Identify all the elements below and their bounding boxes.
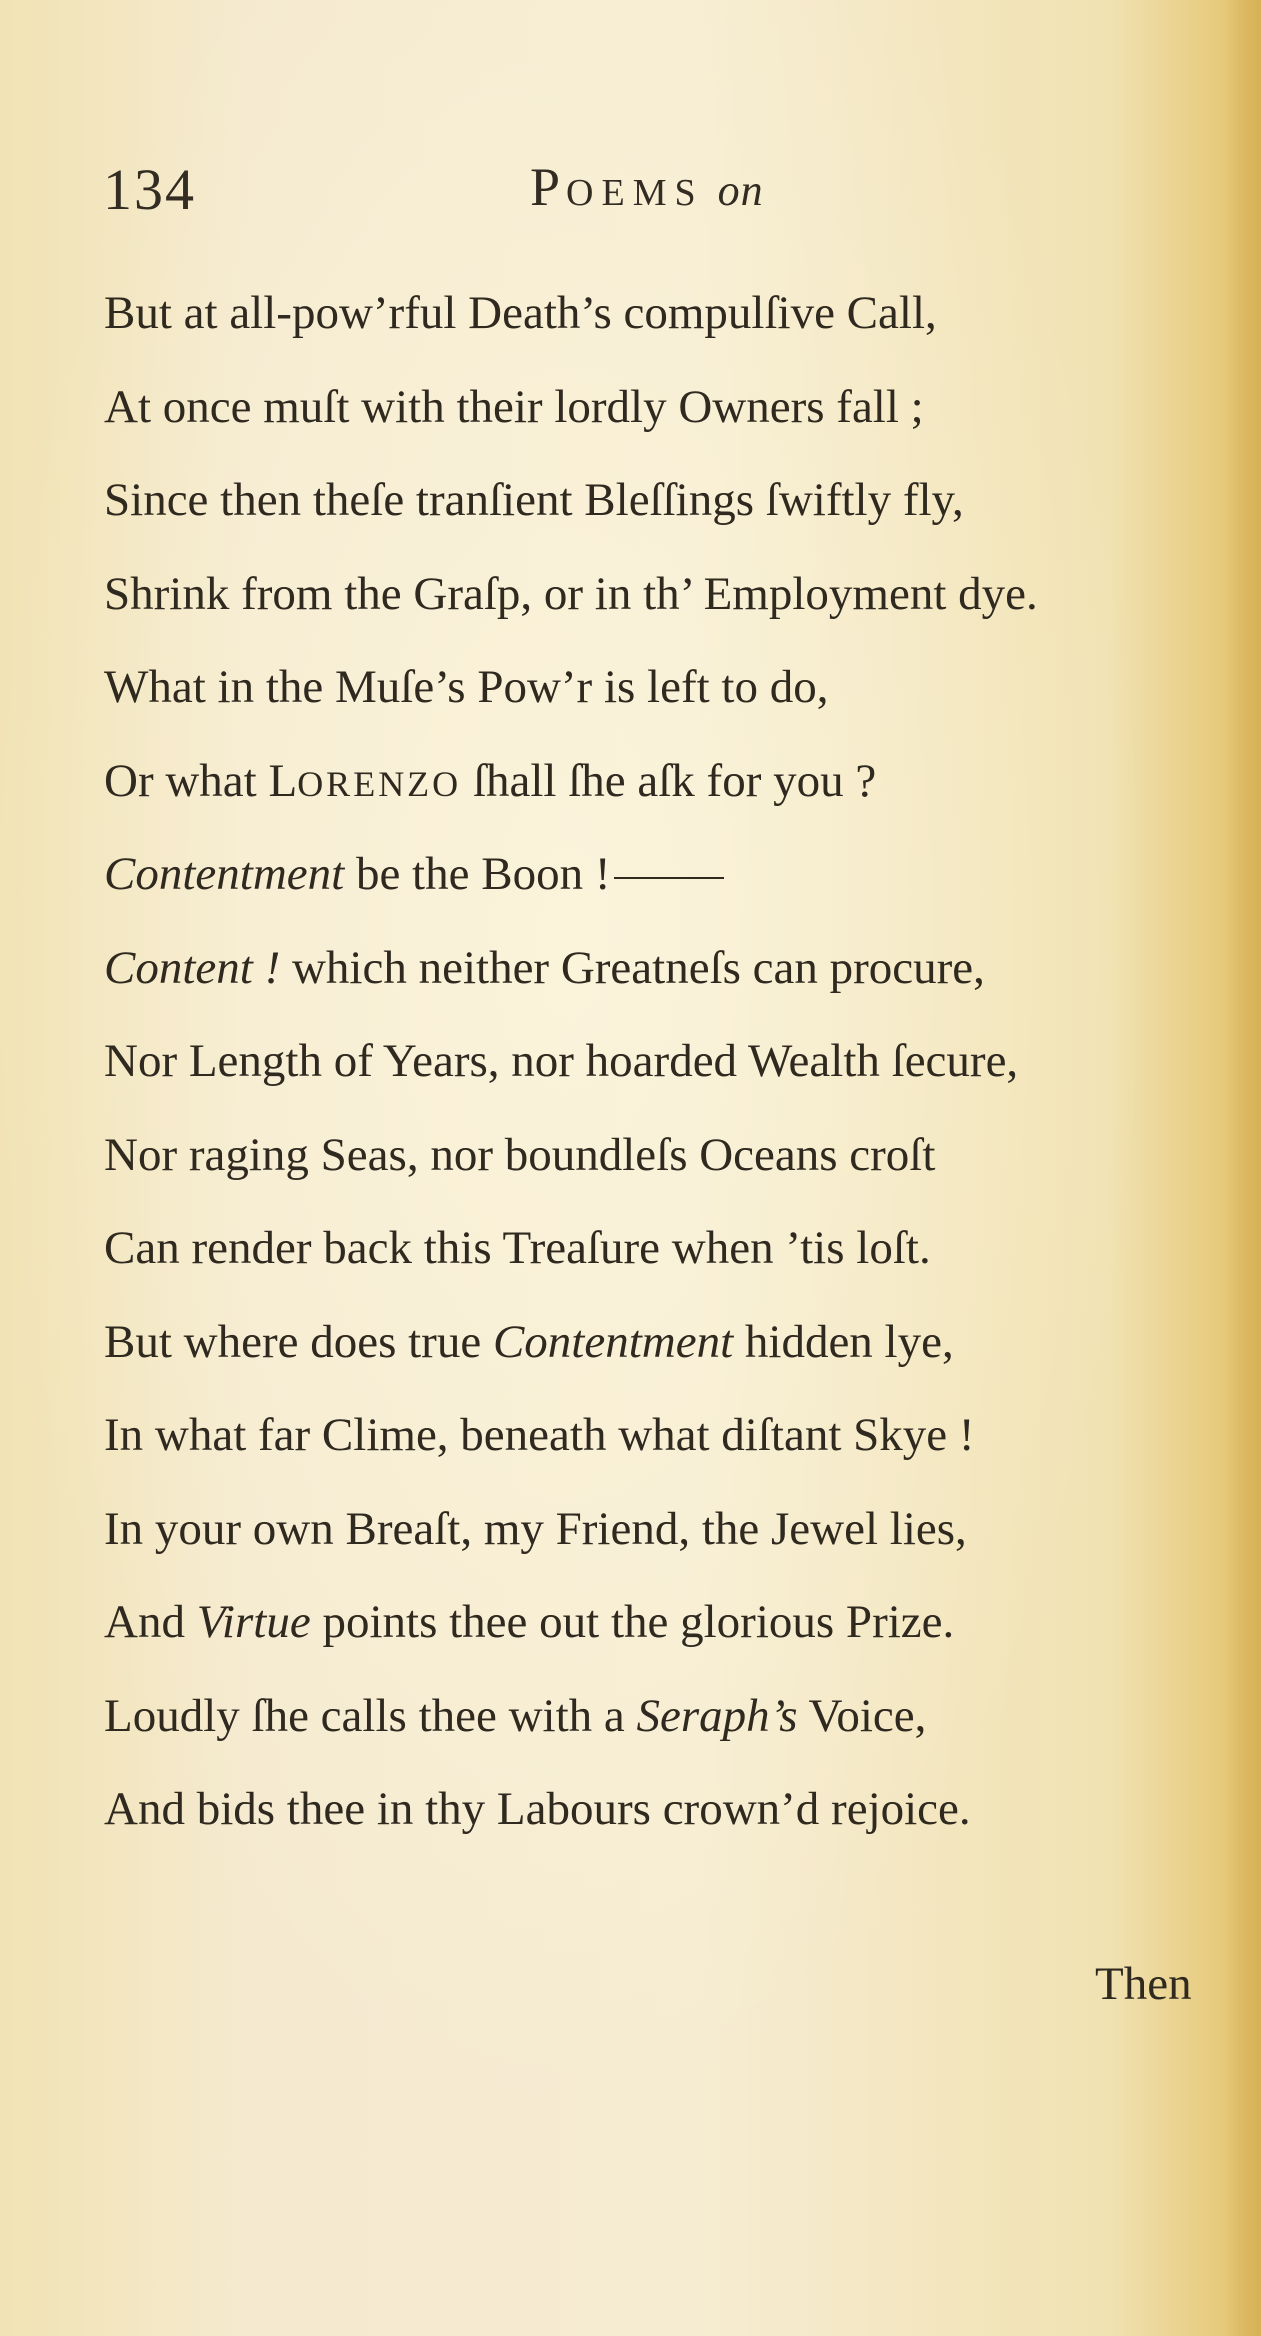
verse-line-10: Nor raging Seas, nor boundleſs Oceans croſt bbox=[104, 1128, 936, 1181]
verse-line-14: In your own Breaſt, my Friend, the Jewel lies, bbox=[104, 1502, 967, 1555]
running-title-smallcaps: OEMS bbox=[566, 172, 704, 214]
verse-line-8 bbox=[104, 922, 1224, 1016]
verse-line-15-end: points thee out the glorious Prize. bbox=[310, 1596, 955, 1648]
verse-line-7-rest: be the Boon ! bbox=[344, 848, 611, 900]
verse-line-13: In what far Clime, beneath what diſtant Skye ! bbox=[104, 1409, 975, 1461]
verse-line-1: But at all-pow’rful Death’s compulſive Call, bbox=[104, 287, 937, 339]
verse-line-15-italic: Virtue bbox=[196, 1596, 311, 1648]
verse-line-16-end: Voice, bbox=[797, 1689, 927, 1742]
verse-line-6-start: Or what bbox=[104, 754, 269, 807]
verse-line-3: Since then theſe tranſient Bleſſings ſwiftly fly, bbox=[104, 474, 964, 526]
verse-line-11: Can render back this Treaſure when ’tis loſt. bbox=[104, 1222, 931, 1274]
verse-line-16-start: Loudly ſhe calls thee with a bbox=[104, 1689, 637, 1742]
verse-line-5: What in the Muſe’s Pow’r is left to do, bbox=[104, 661, 829, 713]
verse-line-12-italic: Contentment bbox=[492, 1315, 734, 1368]
verse-line-7 bbox=[104, 828, 1224, 922]
verse-line-4: Shrink from the Graſp, or in th’ Employment dye. bbox=[104, 567, 1038, 620]
verse-line-6-end: ſhall ſhe aſk for you ? bbox=[461, 754, 877, 807]
verse-line-12 bbox=[104, 1296, 1224, 1390]
verse-line-16-italic: Seraph’s bbox=[636, 1689, 798, 1742]
verse-line-15-start: And bbox=[104, 1596, 197, 1648]
verse-line-16 bbox=[104, 1670, 1224, 1764]
verse-line-8-italic: Content ! bbox=[104, 941, 281, 994]
verse-line-12-start: But where does true bbox=[104, 1315, 493, 1368]
em-dash-rule bbox=[614, 877, 724, 879]
verse-line-6 bbox=[104, 735, 1224, 829]
page-number: 134 bbox=[103, 157, 196, 222]
poem-verse bbox=[104, 267, 1224, 1857]
running-head bbox=[0, 150, 1261, 220]
lorenzo-initial: L bbox=[268, 754, 298, 807]
verse-line-8-rest: which neither Greatneſs can procure, bbox=[280, 941, 985, 994]
running-title-initial: P bbox=[530, 157, 567, 217]
verse-line-12-end: hidden lye, bbox=[733, 1315, 954, 1368]
verse-line-7-italic: Contentment bbox=[104, 848, 345, 900]
running-title bbox=[530, 156, 764, 218]
catchword: Then bbox=[1095, 1958, 1192, 2010]
verse-line-2: At once muſt with their lordly Owners fall ; bbox=[104, 380, 924, 433]
verse-line-9: Nor Length of Years, nor hoarded Wealth ſecure, bbox=[104, 1035, 1019, 1087]
verse-line-15 bbox=[104, 1576, 1224, 1670]
running-title-italic: on bbox=[717, 166, 764, 215]
verse-line-17: And bids thee in thy Labours crown’d rejoice. bbox=[104, 1783, 971, 1835]
lorenzo-smallcaps: ORENZO bbox=[297, 763, 462, 804]
page-edge-shading bbox=[1227, 0, 1261, 2336]
